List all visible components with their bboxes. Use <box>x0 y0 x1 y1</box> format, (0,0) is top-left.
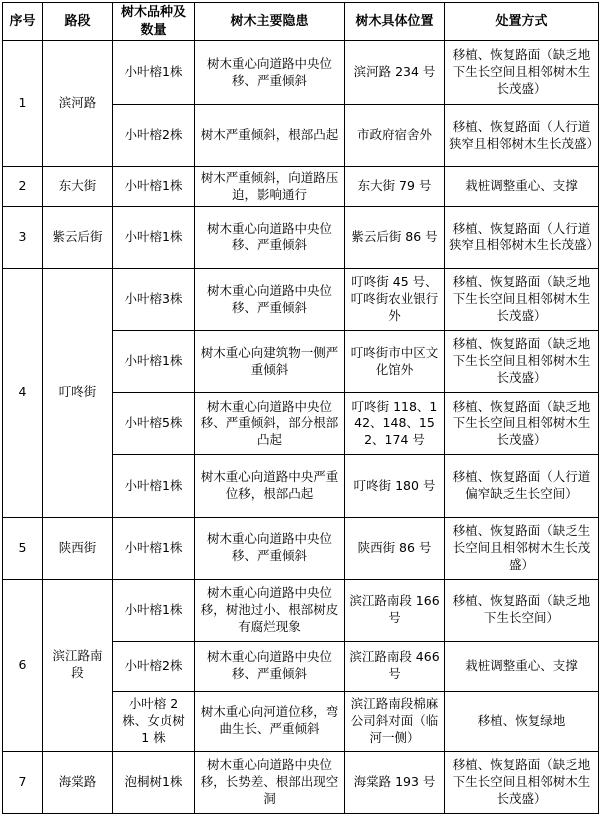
cell-method: 移植、恢复路面（人行道狭窄且相邻树木生长茂盛） <box>445 105 599 167</box>
table-body <box>3 41 599 814</box>
cell-road: 滨河路 <box>43 41 113 167</box>
cell-location: 东大街 79 号 <box>345 167 445 206</box>
cell-species: 小叶榕1株 <box>113 517 195 579</box>
cell-location: 滨江路南段 166 号 <box>345 579 445 641</box>
cell-method: 移植、恢复路面（缺乏地下生长空间且相邻树木生长茂盛） <box>445 393 599 455</box>
cell-location: 叮咚街市中区文化馆外 <box>345 331 445 393</box>
table-row <box>3 41 599 105</box>
cell-method: 栽桩调整重心、支撑 <box>445 167 599 206</box>
cell-road: 叮咚街 <box>43 269 113 518</box>
cell-method: 移植、恢复路面（人行道狭窄且相邻树木生长茂盛） <box>445 206 599 268</box>
cell-road: 东大街 <box>43 167 113 206</box>
cell-no: 1 <box>3 41 43 167</box>
cell-species: 小叶榕1株 <box>113 579 195 641</box>
cell-hazard: 树木重心向道路中央位移、严重倾斜 <box>195 517 345 579</box>
cell-location: 滨河路 234 号 <box>345 41 445 105</box>
header-cell-road: 路段 <box>43 3 113 41</box>
cell-species: 小叶榕2株 <box>113 105 195 167</box>
cell-hazard: 树木严重倾斜，向道路压迫，影响通行 <box>195 167 345 206</box>
table-row <box>3 167 599 206</box>
cell-method: 栽桩调整重心、支撑 <box>445 641 599 691</box>
cell-location: 紫云后街 86 号 <box>345 206 445 268</box>
cell-road: 滨江路南段 <box>43 579 113 751</box>
cell-no: 6 <box>3 579 43 751</box>
cell-method: 移植、恢复路面（缺乏地下生长空间且相邻树木生长茂盛） <box>445 269 599 331</box>
cell-location: 滨江路南段棉麻公司斜对面（临河一侧） <box>345 691 445 751</box>
header-cell-location: 树木具体位置 <box>345 3 445 41</box>
cell-species: 小叶榕 2 株、女贞树 1 株 <box>113 691 195 751</box>
cell-location: 滨江路南段 466 号 <box>345 641 445 691</box>
cell-hazard: 树木严重倾斜，根部凸起 <box>195 105 345 167</box>
cell-road: 陕西街 <box>43 517 113 579</box>
cell-hazard: 树木重心向河道位移，弯曲生长、严重倾斜 <box>195 691 345 751</box>
cell-hazard: 树木重心向道路中央位移、严重倾斜，部分根部凸起 <box>195 393 345 455</box>
cell-method: 移植、恢复绿地 <box>445 691 599 751</box>
cell-hazard: 树木重心向道路中央位移，树池过小、根部树皮有腐烂现象 <box>195 579 345 641</box>
header-cell-species: 树木品种及数量 <box>113 3 195 41</box>
cell-species: 小叶榕5株 <box>113 393 195 455</box>
table-row <box>3 517 599 579</box>
header-cell-method: 处置方式 <box>445 3 599 41</box>
cell-species: 小叶榕3株 <box>113 269 195 331</box>
cell-species: 小叶榕1株 <box>113 41 195 105</box>
cell-hazard: 树木重心向道路中央位移、严重倾斜 <box>195 206 345 268</box>
cell-location: 叮咚街 118、142、148、152、174 号 <box>345 393 445 455</box>
cell-method: 移植、恢复路面（缺乏地下生长空间且相邻树木生长茂盛） <box>445 41 599 105</box>
cell-location: 陕西街 86 号 <box>345 517 445 579</box>
cell-method: 移植、恢复路面（缺乏生长空间且相邻树木生长茂盛） <box>445 517 599 579</box>
table-row <box>3 269 599 331</box>
cell-species: 小叶榕1株 <box>113 206 195 268</box>
cell-method: 移植、恢复路面（缺乏地下生长空间） <box>445 579 599 641</box>
cell-location: 海棠路 193 号 <box>345 751 445 813</box>
tree-hazard-table <box>2 2 599 814</box>
cell-species: 泡桐树1株 <box>113 751 195 813</box>
cell-hazard: 树木重心向道路中央位移，长势差、根部出现空洞 <box>195 751 345 813</box>
cell-hazard: 树木重心向道路中央位移、严重倾斜 <box>195 641 345 691</box>
cell-method: 移植、恢复路面（缺乏地下生长空间且相邻树木生长茂盛） <box>445 751 599 813</box>
cell-road: 海棠路 <box>43 751 113 813</box>
header-cell-hazard: 树木主要隐患 <box>195 3 345 41</box>
cell-no: 2 <box>3 167 43 206</box>
header-row <box>3 3 599 41</box>
cell-species: 小叶榕1株 <box>113 455 195 517</box>
cell-road: 紫云后街 <box>43 206 113 268</box>
table-row <box>3 579 599 641</box>
cell-location: 叮咚街 45 号、叮咚街农业银行外 <box>345 269 445 331</box>
cell-no: 5 <box>3 517 43 579</box>
table-row <box>3 206 599 268</box>
cell-hazard: 树木重心向建筑物一侧严重倾斜 <box>195 331 345 393</box>
cell-method: 移植、恢复路面（缺乏地下生长空间且相邻树木生长茂盛） <box>445 331 599 393</box>
cell-location: 市政府宿舍外 <box>345 105 445 167</box>
cell-species: 小叶榕1株 <box>113 331 195 393</box>
cell-no: 4 <box>3 269 43 518</box>
cell-species: 小叶榕2株 <box>113 641 195 691</box>
cell-method: 移植、恢复路面（人行道偏窄缺乏生长空间） <box>445 455 599 517</box>
cell-species: 小叶榕1株 <box>113 167 195 206</box>
cell-hazard: 树木重心向道路中央位移、严重倾斜 <box>195 269 345 331</box>
cell-location: 叮咚街 180 号 <box>345 455 445 517</box>
cell-hazard: 树木重心向道路中央位移、严重倾斜 <box>195 41 345 105</box>
cell-no: 3 <box>3 206 43 268</box>
table-row <box>3 751 599 813</box>
header-cell-no: 序号 <box>3 3 43 41</box>
cell-hazard: 树木重心向道路中央严重位移，根部凸起 <box>195 455 345 517</box>
cell-no: 7 <box>3 751 43 813</box>
